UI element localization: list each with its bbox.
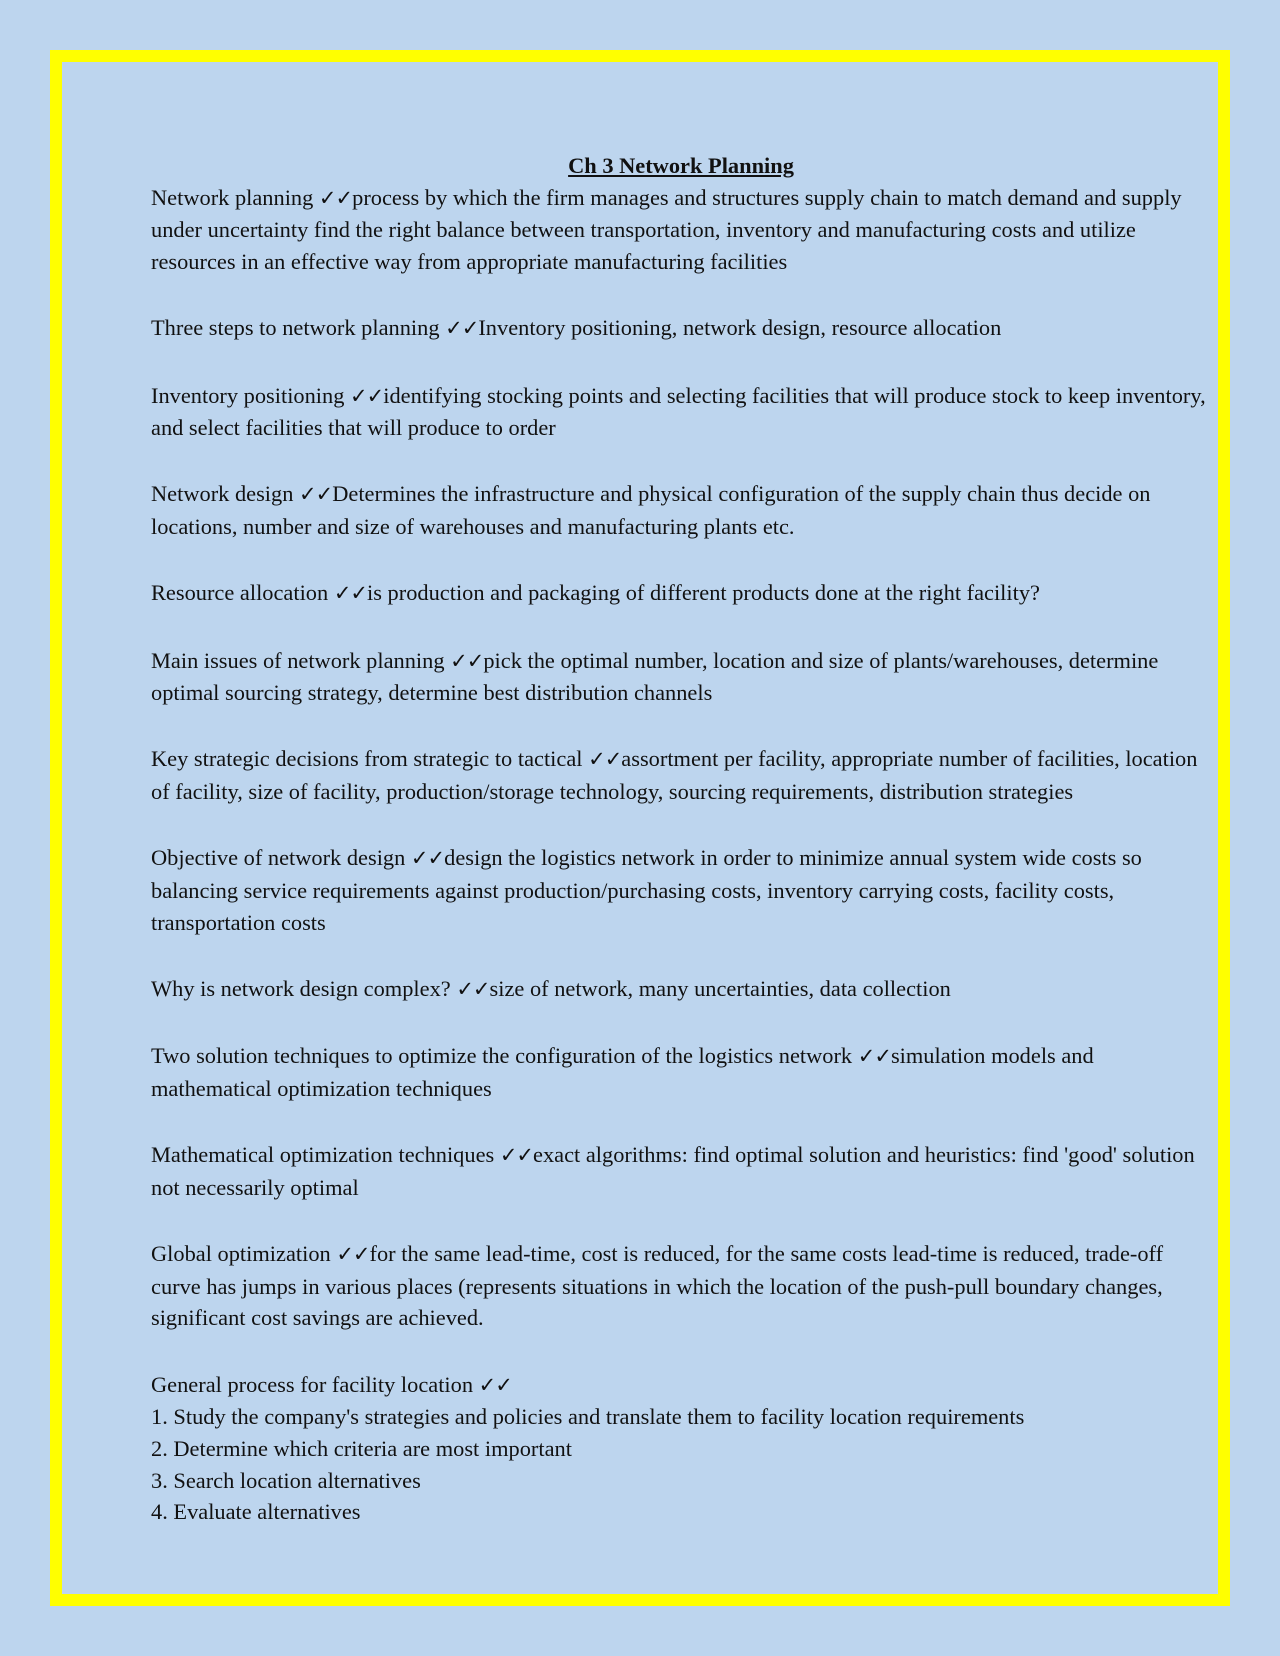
entry-definition: design the logistics network in order to minimize annual system wide costs so balancing service requirements against production/purchasing costs, inventory carrying costs, facility costs, transportation costs — [151, 845, 1142, 935]
entry-resource-allocation — [151, 577, 1211, 610]
entry-inventory-positioning — [151, 380, 1211, 444]
entry-facility-location-process — [151, 1369, 1211, 1529]
entry-definition: Determines the infrastructure and physical configuration of the supply chain thus decide on locations, number and size of warehouses and manufacturing plants etc. — [151, 481, 1151, 540]
entry-term: Network design — [151, 481, 294, 507]
check-mark-icon: ✓✓ — [299, 482, 333, 507]
entry-network-design — [151, 478, 1211, 542]
entry-definition: size of network, many uncertainties, data collection — [489, 975, 951, 1001]
entry-main-issues — [151, 645, 1211, 709]
process-step: 3. Search location alternatives — [151, 1467, 421, 1493]
check-mark-icon: ✓✓ — [588, 747, 622, 772]
check-mark-icon: ✓✓ — [499, 1143, 534, 1168]
entry-definition: simulation models and mathematical optimization techniques — [151, 1043, 1094, 1101]
check-mark-icon: ✓✓ — [336, 1241, 370, 1266]
document-body — [151, 150, 1211, 1563]
check-mark-icon: ✓✓ — [456, 976, 490, 1001]
process-steps-list — [151, 1401, 1211, 1528]
entry-definition: pick the optimal number, location and size of plants/warehouses, determine optimal sourcing strategy, determine best distribution channels — [151, 647, 1159, 706]
check-mark-icon: ✓✓ — [350, 383, 384, 408]
entry-term: Network planning — [151, 184, 314, 210]
entry-definition: is production and packaging of different products done at the right facility? — [367, 580, 1040, 606]
entry-term: General process for facility location — [151, 1371, 474, 1397]
check-mark-icon: ✓✓ — [445, 316, 479, 341]
check-mark-icon: ✓✓ — [478, 1372, 512, 1397]
process-step: 2. Determine which criteria are most important — [151, 1435, 572, 1461]
entry-term: Mathematical optimization techniques — [151, 1142, 495, 1168]
entry-term: Global optimization — [151, 1240, 331, 1266]
entry-heading — [151, 1369, 1211, 1402]
entry-two-solution-techniques — [151, 1040, 1211, 1104]
entry-term: Main issues of network planning — [151, 647, 445, 673]
check-mark-icon: ✓✓ — [410, 846, 445, 871]
entry-term: Three steps to network planning — [151, 315, 440, 341]
process-step: 1. Study the company's strategies and policies and translate them to facility location requirements — [151, 1404, 1025, 1430]
entry-definition: for the same lead-time, cost is reduced, for the same costs lead-time is reduced, trade-off curve has jumps in various places (represents situations in which the location of the push-pull boundary changes, significant cost savings are achieved. — [151, 1240, 1164, 1331]
entry-definition: Inventory positioning, network design, resource allocation — [478, 315, 1002, 341]
entry-global-optimization — [151, 1238, 1211, 1334]
entry-term: Two solution techniques to optimize the configuration of the logistics network — [151, 1043, 853, 1069]
process-step: 4. Evaluate alternatives — [151, 1499, 361, 1525]
entry-key-strategic-decisions — [151, 743, 1211, 807]
entry-term: Resource allocation — [151, 580, 329, 606]
check-mark-icon: ✓✓ — [318, 185, 353, 210]
entry-term: Key strategic decisions from strategic to tactical — [151, 746, 583, 772]
entry-three-steps — [151, 312, 1211, 345]
entry-definition: identifying stocking points and selecting facilities that will produce stock to keep inventory, and select facilities that will produce to order — [151, 382, 1206, 441]
entry-definition: process by which the firm manages and structures supply chain to match demand and supply under uncertainty find the right balance between transportation, inventory and manufacturing costs and utilize resources in an effective way from appropriate manufacturing facilities — [151, 184, 1182, 275]
entry-why-complex — [151, 973, 1211, 1006]
entry-mathematical-optimization — [151, 1139, 1211, 1203]
entry-definition: exact algorithms: find optimal solution and heuristics: find 'good' solution not necessarily optimal — [151, 1142, 1195, 1200]
check-mark-icon: ✓✓ — [857, 1044, 891, 1069]
check-mark-icon: ✓✓ — [333, 581, 368, 606]
entry-network-planning — [151, 182, 1211, 278]
entry-term: Why is network design complex? — [151, 975, 451, 1001]
check-mark-icon: ✓✓ — [450, 648, 484, 673]
entry-objective-network-design — [151, 842, 1211, 938]
entry-term: Objective of network design — [151, 845, 406, 871]
entry-definition: assortment per facility, appropriate number of facilities, location of facility, size of facility, production/storage technology, sourcing requirements, distribution strategies — [151, 746, 1198, 805]
entry-term: Inventory positioning — [151, 382, 345, 408]
document-title: Ch 3 Network Planning — [568, 153, 794, 178]
